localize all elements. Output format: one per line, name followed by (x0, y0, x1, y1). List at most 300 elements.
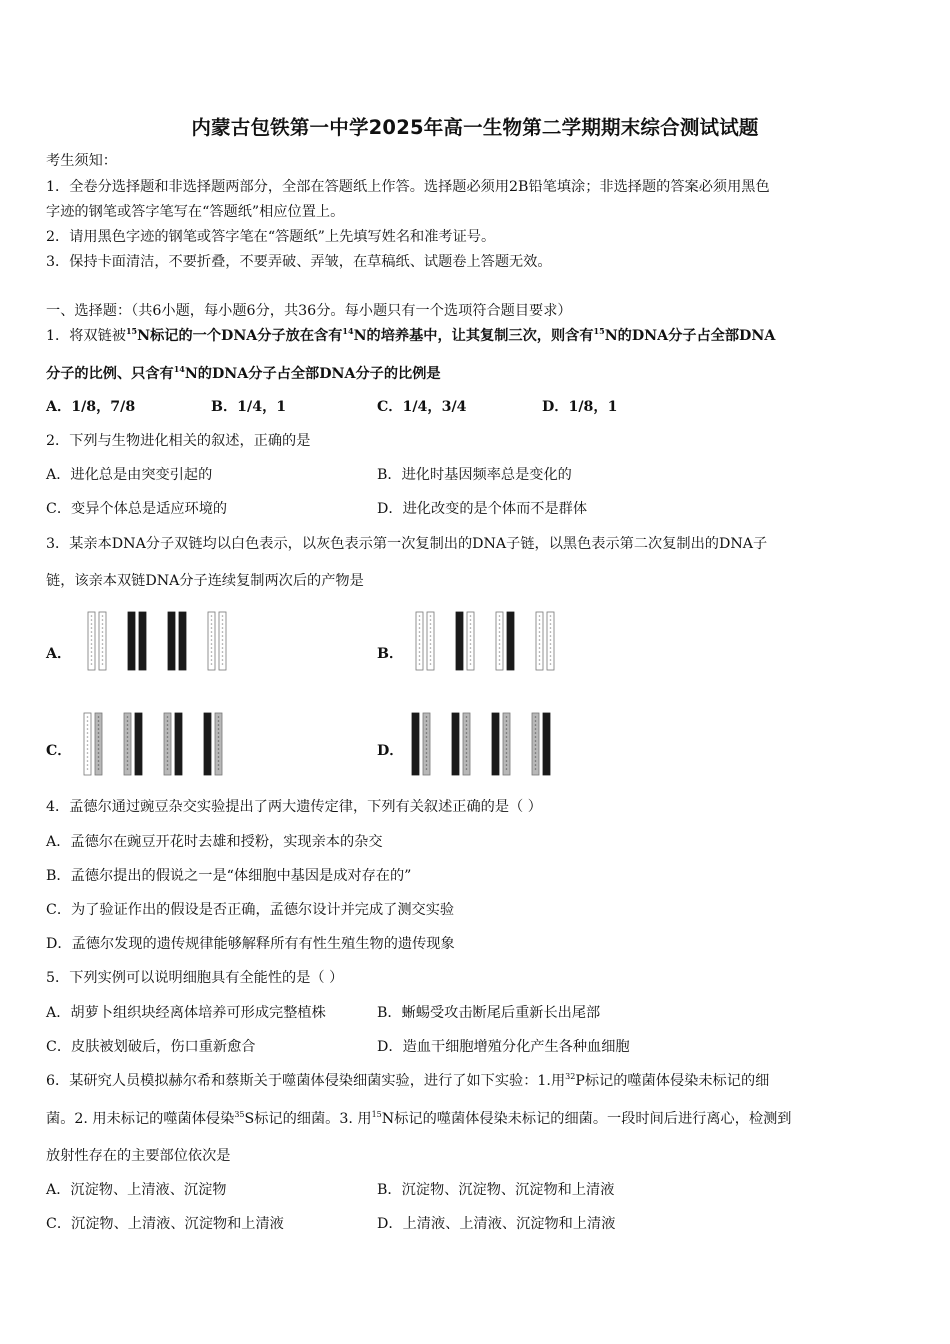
q5-option-c[interactable]: C．皮肤被划破后，伤口重新愈合 (46, 1039, 256, 1055)
q4-option-a[interactable]: A．孟德尔在豌豆开花时去雄和授粉，实现亲本的杂交 (46, 834, 383, 850)
q1-stem-line2 (46, 365, 441, 383)
dna-strand-dot (222, 643, 224, 645)
dna-strand-dot (91, 631, 93, 633)
dna-strand-dot (506, 732, 508, 734)
q1-stem-line1 (46, 327, 775, 345)
dna-strand-dot (470, 631, 472, 633)
dna-strand-dot (222, 635, 224, 637)
q2-option-c[interactable]: C．变异个体总是适应环境的 (46, 501, 228, 517)
dna-strand-dot (102, 635, 104, 637)
q2-stem: 2．下列与生物进化相关的叙述，正确的是 (46, 433, 311, 449)
dna-strand-dot (127, 764, 129, 766)
dna-strand-dot (550, 635, 552, 637)
dna-strand-dot (499, 631, 501, 633)
dna-strand-dot (222, 639, 224, 641)
dna-strand-dot (539, 647, 541, 649)
dna-strand-dot (466, 724, 468, 726)
dna-strand-dot (470, 651, 472, 653)
dna-strand-dot (466, 716, 468, 718)
dna-strand-dot (535, 760, 537, 762)
q1-text: N的DNA分子占全部DNA (604, 328, 776, 344)
dna-strand-dot (539, 623, 541, 625)
q1-text: N标记的一个DNA分子放在含有 (137, 328, 343, 344)
dna-strand-dot (499, 663, 501, 665)
dna-strand-dot (419, 643, 421, 645)
dna-strand-dot (550, 631, 552, 633)
dna-strand-dot (211, 647, 213, 649)
q1-option-b[interactable]: B．1/4，1 (211, 399, 287, 415)
dna-strand-dot (211, 635, 213, 637)
q4-stem: 4．孟德尔通过豌豆杂交实验提出了两大遗传定律，下列有关叙述正确的是（ ） (46, 799, 542, 815)
dna-strand-dot (419, 655, 421, 657)
dna-strand-dot (102, 663, 104, 665)
dna-strand-dot (430, 643, 432, 645)
dna-strand-dot (535, 736, 537, 738)
q1-option-c[interactable]: C．1/4，3/4 (377, 399, 467, 415)
dna-strand-dot (535, 728, 537, 730)
dna-strand-dot (222, 659, 224, 661)
dna-strand-dot (535, 768, 537, 770)
dna-strand-dot (98, 752, 100, 754)
dna-strand-dot (87, 756, 89, 758)
q3-stem-line2: 链，该亲本双链DNA分子连续复制两次后的产物是 (46, 573, 364, 589)
dna-strand-dot (222, 623, 224, 625)
dna-strand-dot (470, 643, 472, 645)
dna-strand-dot (167, 720, 169, 722)
q6-text: N标记的噬菌体侵染未标记的细菌。一段时间后进行离心，检测到 (381, 1111, 792, 1127)
q6-stem-line2 (46, 1110, 791, 1128)
dna-strand-dot (218, 720, 220, 722)
dna-strand-dot (102, 655, 104, 657)
dna-strand-dot (98, 720, 100, 722)
dna-strand-dot (426, 716, 428, 718)
q6-text: 菌。2. 用未标记的噬菌体侵染 (46, 1111, 235, 1127)
dna-strand-dot (466, 736, 468, 738)
dna-strand-dot (222, 631, 224, 633)
dna-strand-dot (419, 619, 421, 621)
dna-strand-dot (127, 728, 129, 730)
dna-strand-dot (211, 623, 213, 625)
dna-strand-dot (98, 736, 100, 738)
q3-option-c-label[interactable]: C． (46, 743, 72, 759)
dna-strand-dot (91, 627, 93, 629)
dna-strand-dot (426, 736, 428, 738)
dna-strand-dot (218, 732, 220, 734)
dna-strand-dot (539, 619, 541, 621)
dna-strand-dot (419, 659, 421, 661)
dna-strand-dot (211, 627, 213, 629)
dna-strand-dot (127, 736, 129, 738)
dna-strand-dot (466, 744, 468, 746)
dna-strand-dot (102, 639, 104, 641)
dna-strand-dot (539, 627, 541, 629)
dna-strand-dot (218, 752, 220, 754)
dna-strand-dot (87, 752, 89, 754)
dna-strand-dot (535, 716, 537, 718)
dna-strand-dot (87, 728, 89, 730)
q2-option-a[interactable]: A．进化总是由突变引起的 (46, 467, 213, 483)
q1-option-a[interactable]: A．1/8，7/8 (46, 399, 136, 415)
dna-strand-dot (550, 627, 552, 629)
dna-strand-dot (167, 768, 169, 770)
dna-strand-dot (102, 623, 104, 625)
dna-strand-dot (506, 740, 508, 742)
q6-stem-line3: 放射性存在的主要部位依次是 (46, 1148, 231, 1164)
dna-strand-dot (506, 764, 508, 766)
dna-strand-dot (539, 651, 541, 653)
dna-strand-dot (430, 635, 432, 637)
dna-strand-dot (127, 756, 129, 758)
dna-strand-dot (91, 655, 93, 657)
dna-strand-dot (499, 655, 501, 657)
dna-strand-dot (550, 619, 552, 621)
dna-strand-dot (102, 619, 104, 621)
dna-strand-dot (535, 752, 537, 754)
dna-strand-dot (535, 764, 537, 766)
dna-strand-dot (426, 744, 428, 746)
dna-strand-dot (222, 651, 224, 653)
q2-option-d[interactable]: D．进化改变的是个体而不是群体 (377, 501, 588, 517)
dna-strand-dot (127, 748, 129, 750)
dna-strand-dot (419, 647, 421, 649)
dna-strand-dot (98, 724, 100, 726)
dna-strand-dot (419, 663, 421, 665)
dna-strand-dot (466, 768, 468, 770)
dna-strand-dot (211, 619, 213, 621)
dna-strand-dot (87, 732, 89, 734)
q1-option-d[interactable]: D．1/8，1 (542, 399, 618, 415)
dna-strand-dot (167, 764, 169, 766)
dna-strand-dot (127, 752, 129, 754)
dna-strand-dot (218, 748, 220, 750)
dna-strand-dot (222, 647, 224, 649)
dna-strand-dot (167, 732, 169, 734)
dna-strand-dot (167, 740, 169, 742)
dna-strand-dot (87, 768, 89, 770)
dna-strand-dot (426, 728, 428, 730)
dna-strand-dot (222, 615, 224, 617)
dna-strand-dot (87, 736, 89, 738)
dna-strand-dot (430, 627, 432, 629)
dna-strand-dot (211, 643, 213, 645)
q5-option-d[interactable]: D．造血干细胞增殖分化产生各种血细胞 (377, 1039, 630, 1055)
dna-strand-dot (127, 744, 129, 746)
q1-text: N的培养基中，让其复制三次，则含有 (353, 328, 594, 344)
dna-strand-dot (211, 631, 213, 633)
dna-strand-dot (426, 740, 428, 742)
dna-strand-dot (167, 736, 169, 738)
q6-text: P标记的噬菌体侵染未标记的细 (575, 1073, 770, 1089)
dna-strand-dot (470, 659, 472, 661)
dna-strand-dot (470, 647, 472, 649)
dna-strand-dot (470, 623, 472, 625)
dna-strand-dot (426, 748, 428, 750)
dna-strand-dot (499, 627, 501, 629)
dna-strand-dot (419, 627, 421, 629)
notice-heading: 考生须知： (46, 153, 117, 169)
dna-strand-dot (466, 764, 468, 766)
dna-strand-dot (98, 732, 100, 734)
q3-option-b-label[interactable]: B． (377, 646, 404, 662)
dna-strand-dot (218, 736, 220, 738)
dna-strand-dot (430, 631, 432, 633)
q6-option-a[interactable]: A．沉淀物、上清液、沉淀物 (46, 1182, 227, 1198)
dna-strand-dot (506, 760, 508, 762)
dna-strand-dot (218, 740, 220, 742)
dna-strand-black (175, 713, 182, 775)
dna-strand-black (204, 713, 211, 775)
dna-strand-dot (550, 651, 552, 653)
dna-strand-dot (550, 663, 552, 665)
q1-sup: 15 (125, 326, 138, 336)
dna-strand-dot (499, 643, 501, 645)
dna-strand-black (507, 612, 514, 670)
dna-strand-dot (470, 663, 472, 665)
notice-item-2: 2．请用黑色字迹的钢笔或答字笔在“答题纸”上先填写姓名和准考证号。 (46, 229, 496, 245)
dna-strand-dot (419, 639, 421, 641)
q4-option-b[interactable]: B．孟德尔提出的假说之一是“体细胞中基因是成对存在的” (46, 868, 412, 884)
dna-strand-dot (539, 643, 541, 645)
dna-strand-dot (87, 720, 89, 722)
dna-strand-dot (127, 768, 129, 770)
dna-strand-dot (102, 643, 104, 645)
dna-strand-dot (419, 631, 421, 633)
dna-strand-black (168, 612, 175, 670)
dna-strand-dot (87, 748, 89, 750)
dna-strand-dot (87, 744, 89, 746)
q1-sup: 14 (342, 326, 354, 336)
q3-stem-line1: 3．某亲本DNA分子双链均以白色表示，以灰色表示第一次复制出的DNA子链，以黑色表示第二次复制出的DNA子 (46, 536, 768, 552)
dna-strand-dot (550, 659, 552, 661)
dna-strand-dot (426, 760, 428, 762)
dna-strand-dot (470, 639, 472, 641)
dna-strand-dot (91, 643, 93, 645)
dna-strand-dot (167, 728, 169, 730)
dna-strand-dot (87, 764, 89, 766)
dna-strand-dot (539, 615, 541, 617)
dna-strand-dot (98, 740, 100, 742)
dna-strand-dot (127, 760, 129, 762)
dna-strand-dot (506, 716, 508, 718)
dna-strand-dot (430, 663, 432, 665)
dna-strand-dot (167, 716, 169, 718)
dna-strand-dot (218, 760, 220, 762)
dna-strand-dot (102, 651, 104, 653)
dna-strand-dot (535, 744, 537, 746)
q3-option-a-label[interactable]: A． (46, 646, 72, 662)
dna-strand-dot (466, 728, 468, 730)
dna-strand-dot (222, 655, 224, 657)
dna-strand-dot (499, 659, 501, 661)
dna-strand-dot (167, 760, 169, 762)
q6-option-c[interactable]: C．沉淀物、上清液、沉淀物和上清液 (46, 1216, 284, 1232)
q2-option-b[interactable]: B．进化时基因频率总是变化的 (377, 467, 572, 483)
dna-strand-dot (127, 740, 129, 742)
dna-strand-dot (91, 659, 93, 661)
section-heading: 一、选择题：（共6小题，每小题6分，共36分。每小题只有一个选项符合题目要求） (46, 303, 572, 319)
dna-strand-dot (470, 635, 472, 637)
dna-strand-dot (127, 732, 129, 734)
dna-strand-dot (98, 748, 100, 750)
dna-strand-dot (419, 635, 421, 637)
dna-strand-black (492, 713, 499, 775)
dna-strand-dot (218, 764, 220, 766)
dna-strand-dot (506, 744, 508, 746)
dna-strand-dot (539, 655, 541, 657)
dna-strand-dot (539, 639, 541, 641)
q3-option-a-dna-diagram[interactable] (84, 611, 214, 671)
exam-title: 内蒙古包铁第一中学2025年高一生物第二学期期末综合测试试题 (191, 116, 759, 139)
dna-strand-dot (218, 728, 220, 730)
dna-strand-dot (539, 659, 541, 661)
notice-item-1-cont: 字迹的钢笔或答字笔写在“答题纸”相应位置上。 (46, 204, 345, 220)
dna-strand-dot (426, 752, 428, 754)
dna-strand-dot (550, 647, 552, 649)
dna-strand-dot (87, 760, 89, 762)
dna-strand-dot (91, 635, 93, 637)
dna-strand-dot (222, 663, 224, 665)
dna-strand-dot (466, 732, 468, 734)
q6-option-d[interactable]: D．上清液、上清液、沉淀物和上清液 (377, 1216, 616, 1232)
dna-strand-dot (506, 748, 508, 750)
dna-strand-dot (91, 651, 93, 653)
dna-strand-black (412, 713, 419, 775)
q5-option-a[interactable]: A．胡萝卜组织块经离体培养可形成完整植株 (46, 1005, 326, 1021)
dna-strand-dot (102, 647, 104, 649)
dna-strand-black (128, 612, 135, 670)
dna-strand-dot (87, 716, 89, 718)
dna-strand-dot (430, 639, 432, 641)
dna-strand-dot (430, 659, 432, 661)
dna-strand-dot (218, 768, 220, 770)
dna-strand-dot (506, 736, 508, 738)
dna-strand-dot (91, 647, 93, 649)
dna-strand-dot (211, 659, 213, 661)
dna-strand-dot (430, 615, 432, 617)
q6-sup: 32 (565, 1072, 576, 1081)
dna-strand-dot (499, 639, 501, 641)
notice-item-1: 1．全卷分选择题和非选择题两部分，全部在答题纸上作答。选择题必须用2B铅笔填涂；非选择题的答案必须用黑色 (46, 179, 770, 195)
q3-option-d-label[interactable]: D． (377, 743, 404, 759)
dna-strand-dot (466, 756, 468, 758)
dna-strand-dot (127, 720, 129, 722)
dna-strand-dot (506, 756, 508, 758)
dna-strand-dot (98, 728, 100, 730)
dna-strand-dot (550, 615, 552, 617)
dna-strand-dot (430, 651, 432, 653)
dna-strand-dot (430, 647, 432, 649)
dna-strand-dot (218, 724, 220, 726)
q3-option-d-dna-diagram[interactable] (408, 712, 543, 776)
q1-text: N的DNA分子占全部DNA分子的比例是 (184, 366, 441, 382)
q4-option-d[interactable]: D．孟德尔发现的遗传规律能够解释所有有性生殖生物的遗传现象 (46, 936, 455, 952)
q1-sup: 14 (173, 364, 185, 374)
dna-strand-dot (550, 623, 552, 625)
dna-strand-dot (466, 740, 468, 742)
dna-strand-dot (87, 740, 89, 742)
dna-strand-dot (426, 764, 428, 766)
dna-strand-dot (91, 619, 93, 621)
dna-strand-dot (167, 724, 169, 726)
dna-strand-dot (102, 627, 104, 629)
q5-stem: 5．下列实例可以说明细胞具有全能性的是（ ） (46, 970, 344, 986)
dna-strand-dot (506, 752, 508, 754)
dna-strand-dot (499, 623, 501, 625)
q6-stem-line1 (46, 1072, 769, 1090)
q6-option-b[interactable]: B．沉淀物、沉淀物、沉淀物和上清液 (377, 1182, 615, 1198)
dna-strand-dot (87, 724, 89, 726)
dna-strand-dot (426, 756, 428, 758)
q5-option-b[interactable]: B．蜥蜴受攻击断尾后重新长出尾部 (377, 1005, 601, 1021)
q6-sup: 15 (371, 1110, 382, 1119)
dna-strand-dot (470, 627, 472, 629)
dna-strand-black (456, 612, 463, 670)
q3-option-c-dna-diagram[interactable] (80, 712, 210, 776)
dna-strand-dot (535, 732, 537, 734)
dna-strand-dot (98, 744, 100, 746)
dna-strand-dot (499, 651, 501, 653)
dna-strand-dot (539, 663, 541, 665)
dna-strand-dot (470, 655, 472, 657)
dna-strand-dot (550, 655, 552, 657)
dna-strand-dot (167, 744, 169, 746)
dna-strand-black (139, 612, 146, 670)
dna-strand-dot (550, 643, 552, 645)
dna-strand-dot (466, 760, 468, 762)
q6-text: S标记的细菌。3. 用 (244, 1111, 372, 1127)
dna-strand-dot (506, 724, 508, 726)
dna-strand-dot (426, 720, 428, 722)
dna-strand-dot (167, 752, 169, 754)
dna-strand-dot (499, 647, 501, 649)
q1-text: 1．将双链被 (46, 328, 126, 344)
dna-strand-dot (102, 659, 104, 661)
dna-strand-dot (167, 756, 169, 758)
dna-strand-dot (535, 720, 537, 722)
dna-strand-dot (535, 740, 537, 742)
dna-strand-dot (466, 720, 468, 722)
q4-option-c[interactable]: C．为了验证作出的假设是否正确，孟德尔设计并完成了测交实验 (46, 902, 455, 918)
dna-strand-dot (550, 639, 552, 641)
dna-strand-dot (419, 651, 421, 653)
dna-strand-dot (539, 631, 541, 633)
q6-sup: 35 (234, 1110, 245, 1119)
dna-strand-dot (539, 635, 541, 637)
dna-strand-black (543, 713, 550, 775)
dna-strand-dot (222, 627, 224, 629)
dna-strand-dot (470, 615, 472, 617)
dna-strand-dot (211, 639, 213, 641)
dna-strand-dot (506, 768, 508, 770)
dna-strand-dot (98, 764, 100, 766)
dna-strand-dot (98, 768, 100, 770)
q3-option-b-dna-diagram[interactable] (412, 611, 542, 671)
dna-strand-dot (506, 720, 508, 722)
dna-strand-dot (426, 724, 428, 726)
dna-strand-dot (98, 756, 100, 758)
dna-strand-dot (102, 615, 104, 617)
dna-strand-dot (211, 663, 213, 665)
q1-sup: 15 (593, 326, 605, 336)
dna-strand-dot (218, 716, 220, 718)
dna-strand-dot (499, 615, 501, 617)
dna-strand-dot (535, 748, 537, 750)
dna-strand-dot (218, 744, 220, 746)
dna-strand-dot (430, 655, 432, 657)
dna-strand-dot (499, 635, 501, 637)
dna-strand-dot (430, 623, 432, 625)
q6-text: 6．某研究人员模拟赫尔希和蔡斯关于噬菌体侵染细菌实验，进行了如下实验：1.用 (46, 1073, 566, 1089)
